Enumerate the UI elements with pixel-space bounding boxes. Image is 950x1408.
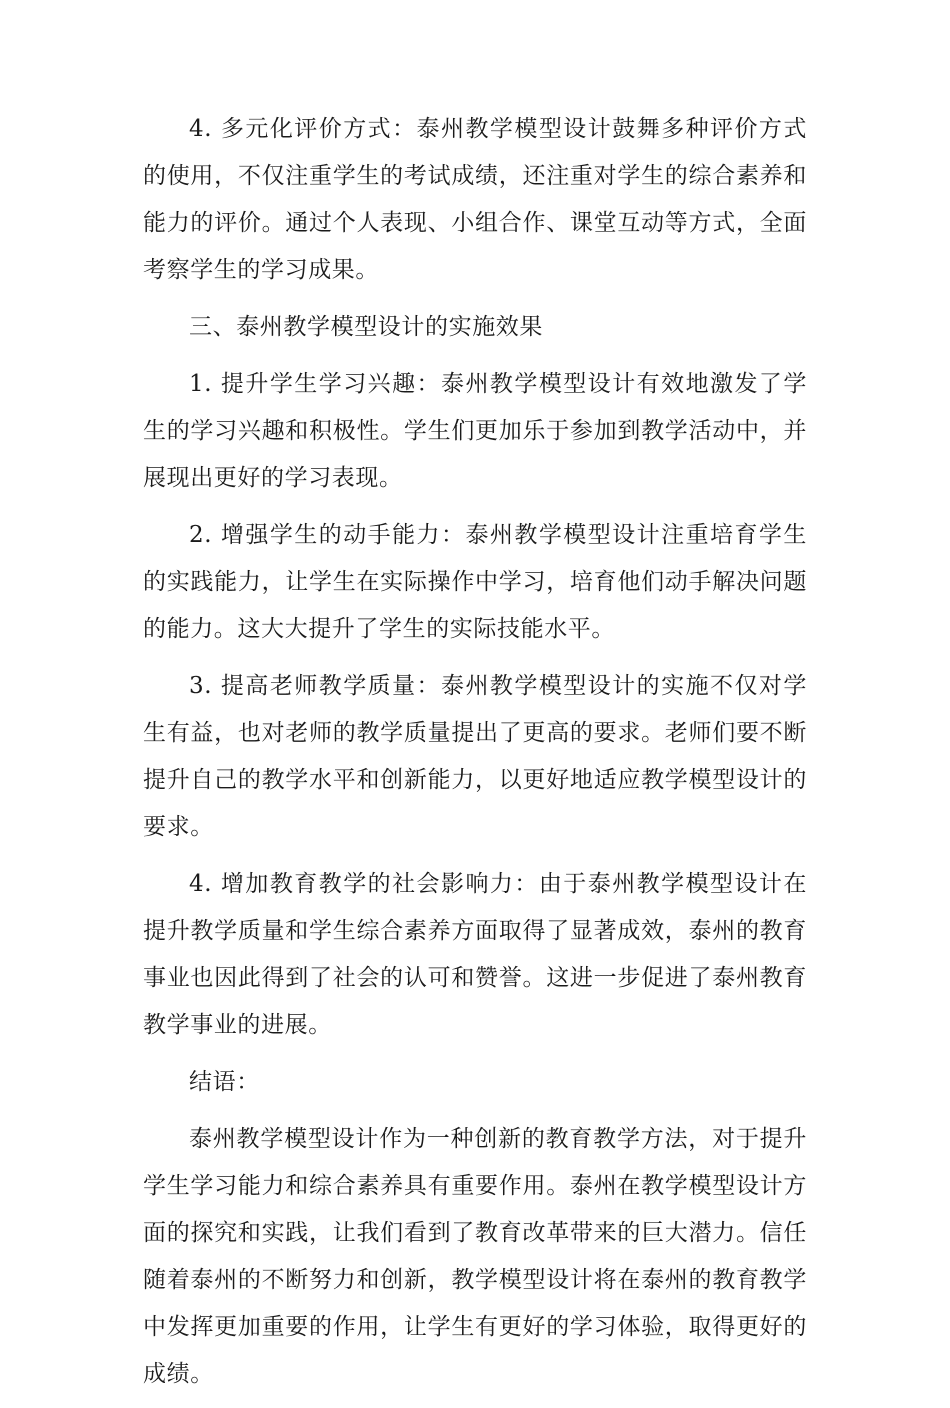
document-body: [143, 106, 807, 1408]
paragraph-interest: 1. 提升学生学习兴趣：泰州教学模型设计有效地激发了学生的学习兴趣和积极性。学生们更加乐于参加到教学活动中，并展现出更好的学习表现。: [143, 371, 807, 491]
paragraph-teaching-quality: 3. 提高老师教学质量：泰州教学模型设计的实施不仅对学生有益，也对老师的教学质量提出了更高的要求。老师们要不断提升自己的教学水平和创新能力，以更好地适应教学模型设计的要求。: [143, 673, 807, 840]
paragraph-conclusion: 泰州教学模型设计作为一种创新的教育教学方法，对于提升学生学习能力和综合素养具有重要作用。泰州在教学模型设计方面的探究和实践，让我们看到了教育改革带来的巨大潜力。信任随着泰州的不断努力和创新，教学模型设计将在泰州的教育教学中发挥更加重要的作用，让学生有更好的学习体验，取得更好的成绩。: [143, 1126, 807, 1387]
conclusion-heading: 结语：: [189, 1069, 260, 1095]
paragraph-social-influence: 4. 增加教育教学的社会影响力：由于泰州教学模型设计在提升教学质量和学生综合素养方面取得了显著成效，泰州的教育事业也因此得到了社会的认可和赞誉。这进一步促进了泰州教育教学事业的进展。: [143, 871, 807, 1038]
paragraph-evaluation-methods: 4. 多元化评价方式：泰州教学模型设计鼓舞多种评价方式的使用，不仅注重学生的考试成绩，还注重对学生的综合素养和能力的评价。通过个人表现、小组合作、课堂互动等方式，全面考察学生的学习成果。: [143, 116, 807, 283]
section-heading-effects: 三、泰州教学模型设计的实施效果: [189, 314, 543, 340]
paragraph-hands-on: 2. 增强学生的动手能力：泰州教学模型设计注重培育学生的实践能力，让学生在实际操作中学习，培育他们动手解决问题的能力。这大大提升了学生的实际技能水平。: [143, 522, 807, 642]
